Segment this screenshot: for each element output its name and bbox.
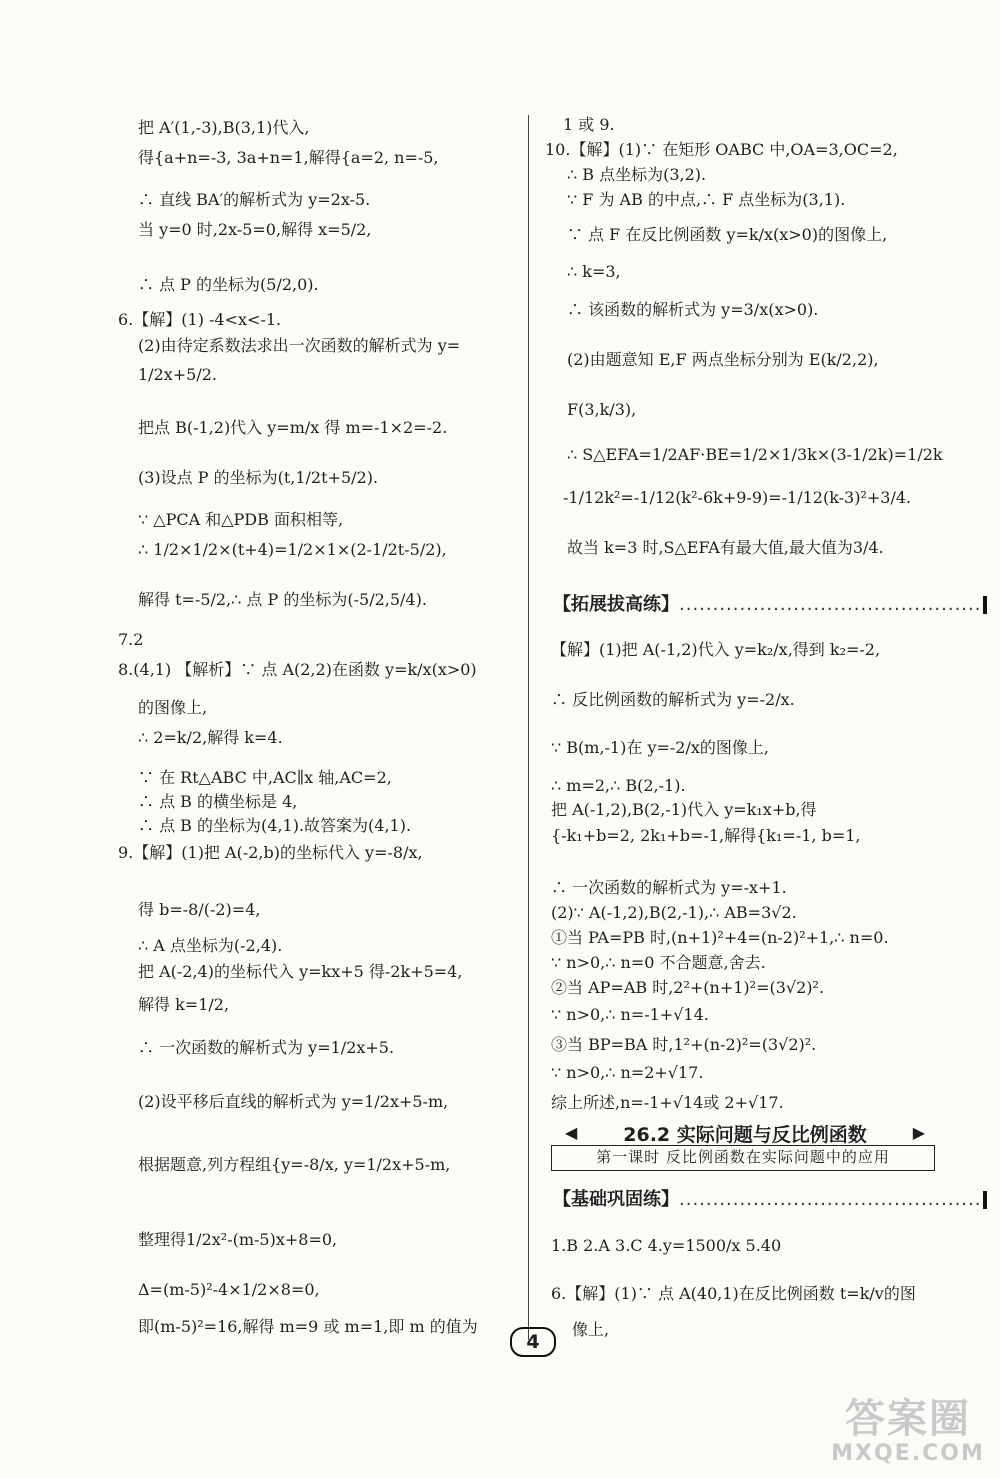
watermark-logo bbox=[828, 1397, 988, 1466]
watermark-url: MXQE.COM bbox=[831, 1441, 985, 1466]
text-line: -1/12k²=-1/12(k²-6k+9-9)=-1/12(k-3)²+3/4. bbox=[563, 488, 912, 507]
text-line: (2)设平移后直线的解析式为 y=1/2x+5-m, bbox=[138, 1092, 449, 1111]
text-line: 解得 t=-5/2,∴ 点 P 的坐标为(-5/2,5/4). bbox=[138, 590, 427, 609]
text-line: 7.2 bbox=[118, 630, 144, 649]
text-line: ∵ n>0,∴ n=-1+√14. bbox=[551, 1005, 709, 1024]
text-line: ①当 PA=PB 时,(n+1)²+4=(n-2)²+1,∴ n=0. bbox=[551, 928, 889, 947]
text-line: 解得 k=1/2, bbox=[138, 995, 230, 1014]
text-line: 8.(4,1) 【解析】∵ 点 A(2,2)在函数 y=k/x(x>0) bbox=[118, 660, 477, 679]
text-line: ∵ n>0,∴ n=0 不合题意,舍去. bbox=[551, 953, 766, 972]
text-line: 【解】(1)把 A(-1,2)代入 y=k₂/x,得到 k₂=-2, bbox=[551, 640, 881, 659]
text-line: ∴ 点 B 的坐标为(4,1).故答案为(4,1). bbox=[138, 816, 412, 835]
text-line: 1.B 2.A 3.C 4.y=1500/x 5.40 bbox=[551, 1236, 782, 1255]
text-line: (2)∵ A(-1,2),B(2,-1),∴ AB=3√2. bbox=[551, 903, 797, 922]
section-heading-extend: 【拓展拔高练】............................................. bbox=[553, 590, 987, 616]
text-line: ∴ 一次函数的解析式为 y=1/2x+5. bbox=[138, 1038, 395, 1057]
text-line: ∵ B(m,-1)在 y=-2/x的图像上, bbox=[551, 738, 769, 757]
text-line: ∵ n>0,∴ n=2+√17. bbox=[551, 1063, 704, 1082]
text-line: 得{a+n=-3, 3a+n=1,解得{a=2, n=-5, bbox=[138, 148, 439, 167]
text-line: 1 或 9. bbox=[563, 115, 615, 134]
text-line: (3)设点 P 的坐标为(t,1/2t+5/2). bbox=[138, 468, 379, 487]
text-line: ∵ F 为 AB 的中点,∴ F 点坐标为(3,1). bbox=[567, 190, 846, 209]
text-line: ∴ m=2,∴ B(2,-1). bbox=[551, 776, 686, 795]
text-line: ∵ 在 Rt△ABC 中,AC∥x 轴,AC=2, bbox=[138, 768, 392, 787]
text-line: 9.【解】(1)把 A(-2,b)的坐标代入 y=-8/x, bbox=[118, 843, 423, 862]
text-line: 把点 B(-1,2)代入 y=m/x 得 m=-1×2=-2. bbox=[138, 418, 448, 437]
text-line: ∴ k=3, bbox=[567, 262, 621, 281]
text-line: 当 y=0 时,2x-5=0,解得 x=5/2, bbox=[138, 220, 372, 239]
text-line: 根据题意,列方程组{y=-8/x, y=1/2x+5-m, bbox=[138, 1155, 451, 1174]
text-line: (2)由题意知 E,F 两点坐标分别为 E(k/2,2), bbox=[567, 350, 879, 369]
text-line: ∴ 反比例函数的解析式为 y=-2/x. bbox=[551, 690, 795, 709]
text-line: F(3,k/3), bbox=[567, 400, 637, 419]
section-heading-basic: 【基础巩固练】............................................. bbox=[553, 1185, 987, 1211]
chapter-title: 26.2 实际问题与反比例函数 bbox=[623, 1124, 867, 1146]
text-line: 像上, bbox=[572, 1320, 610, 1339]
text-line: ∴ 点 P 的坐标为(5/2,0). bbox=[138, 275, 319, 294]
text-line: ∵ △PCA 和△PDB 面积相等, bbox=[138, 510, 344, 529]
text-line: ②当 AP=AB 时,2²+(n+1)²=(3√2)². bbox=[551, 978, 825, 997]
text-line: 把 A′(1,-3),B(3,1)代入, bbox=[138, 118, 310, 137]
page-number: 4 bbox=[510, 1327, 556, 1357]
text-line: ∴ 该函数的解析式为 y=3/x(x>0). bbox=[567, 300, 819, 319]
text-line: ∴ A 点坐标为(-2,4). bbox=[138, 936, 283, 955]
text-line: ∴ 1/2×1/2×(t+4)=1/2×1×(2-1/2t-5/2), bbox=[138, 540, 447, 559]
text-line: 1/2x+5/2. bbox=[138, 365, 218, 384]
column-divider bbox=[528, 115, 529, 1340]
text-line: 6.【解】(1) -4<x<-1. bbox=[118, 310, 282, 329]
text-line: ∵ 点 F 在反比例函数 y=k/x(x>0)的图像上, bbox=[567, 225, 888, 244]
text-line: 故当 k=3 时,S△EFA有最大值,最大值为3/4. bbox=[567, 538, 884, 557]
text-line: 的图像上, bbox=[138, 698, 208, 717]
text-line: ∴ S△EFA=1/2AF·BE=1/2×1/3k×(3-1/2k)=1/2k bbox=[567, 445, 943, 464]
text-line: 10.【解】(1)∵ 在矩形 OABC 中,OA=3,OC=2, bbox=[545, 140, 898, 159]
text-line: 得 b=-8/(-2)=4, bbox=[138, 900, 261, 919]
text-line: ∴ 直线 BA′的解析式为 y=2x-5. bbox=[138, 190, 371, 209]
text-line: 把 A(-2,4)的坐标代入 y=kx+5 得-2k+5=4, bbox=[138, 962, 463, 981]
text-line: {-k₁+b=2, 2k₁+b=-1,解得{k₁=-1, b=1, bbox=[551, 826, 861, 845]
text-line: 把 A(-1,2),B(2,-1)代入 y=k₁x+b,得 bbox=[551, 800, 817, 819]
text-line: 6.【解】(1)∵ 点 A(40,1)在反比例函数 t=k/v的图 bbox=[551, 1284, 916, 1303]
text-line: (2)由待定系数法求出一次函数的解析式为 y= bbox=[138, 336, 461, 355]
text-line: ③当 BP=BA 时,1²+(n-2)²=(3√2)². bbox=[551, 1035, 817, 1054]
text-line: 整理得1/2x²-(m-5)x+8=0, bbox=[138, 1230, 338, 1249]
text-line: ∴ 2=k/2,解得 k=4. bbox=[138, 728, 283, 747]
chapter-heading: ◀ 26.2 实际问题与反比例函数 ▶ bbox=[565, 1123, 925, 1146]
text-line: ∴ 一次函数的解析式为 y=-x+1. bbox=[551, 878, 787, 897]
watermark-text: 答案圈 bbox=[845, 1396, 971, 1442]
text-line: ∴ 点 B 的横坐标是 4, bbox=[138, 792, 298, 811]
text-line: 综上所述,n=-1+√14或 2+√17. bbox=[551, 1093, 784, 1112]
text-line: Δ=(m-5)²-4×1/2×8=0, bbox=[138, 1280, 320, 1299]
text-line: 即(m-5)²=16,解得 m=9 或 m=1,即 m 的值为 bbox=[138, 1317, 478, 1336]
text-line: ∴ B 点坐标为(3,2). bbox=[567, 165, 707, 184]
lesson-title: 第一课时 反比例函数在实际问题中的应用 bbox=[551, 1145, 935, 1171]
